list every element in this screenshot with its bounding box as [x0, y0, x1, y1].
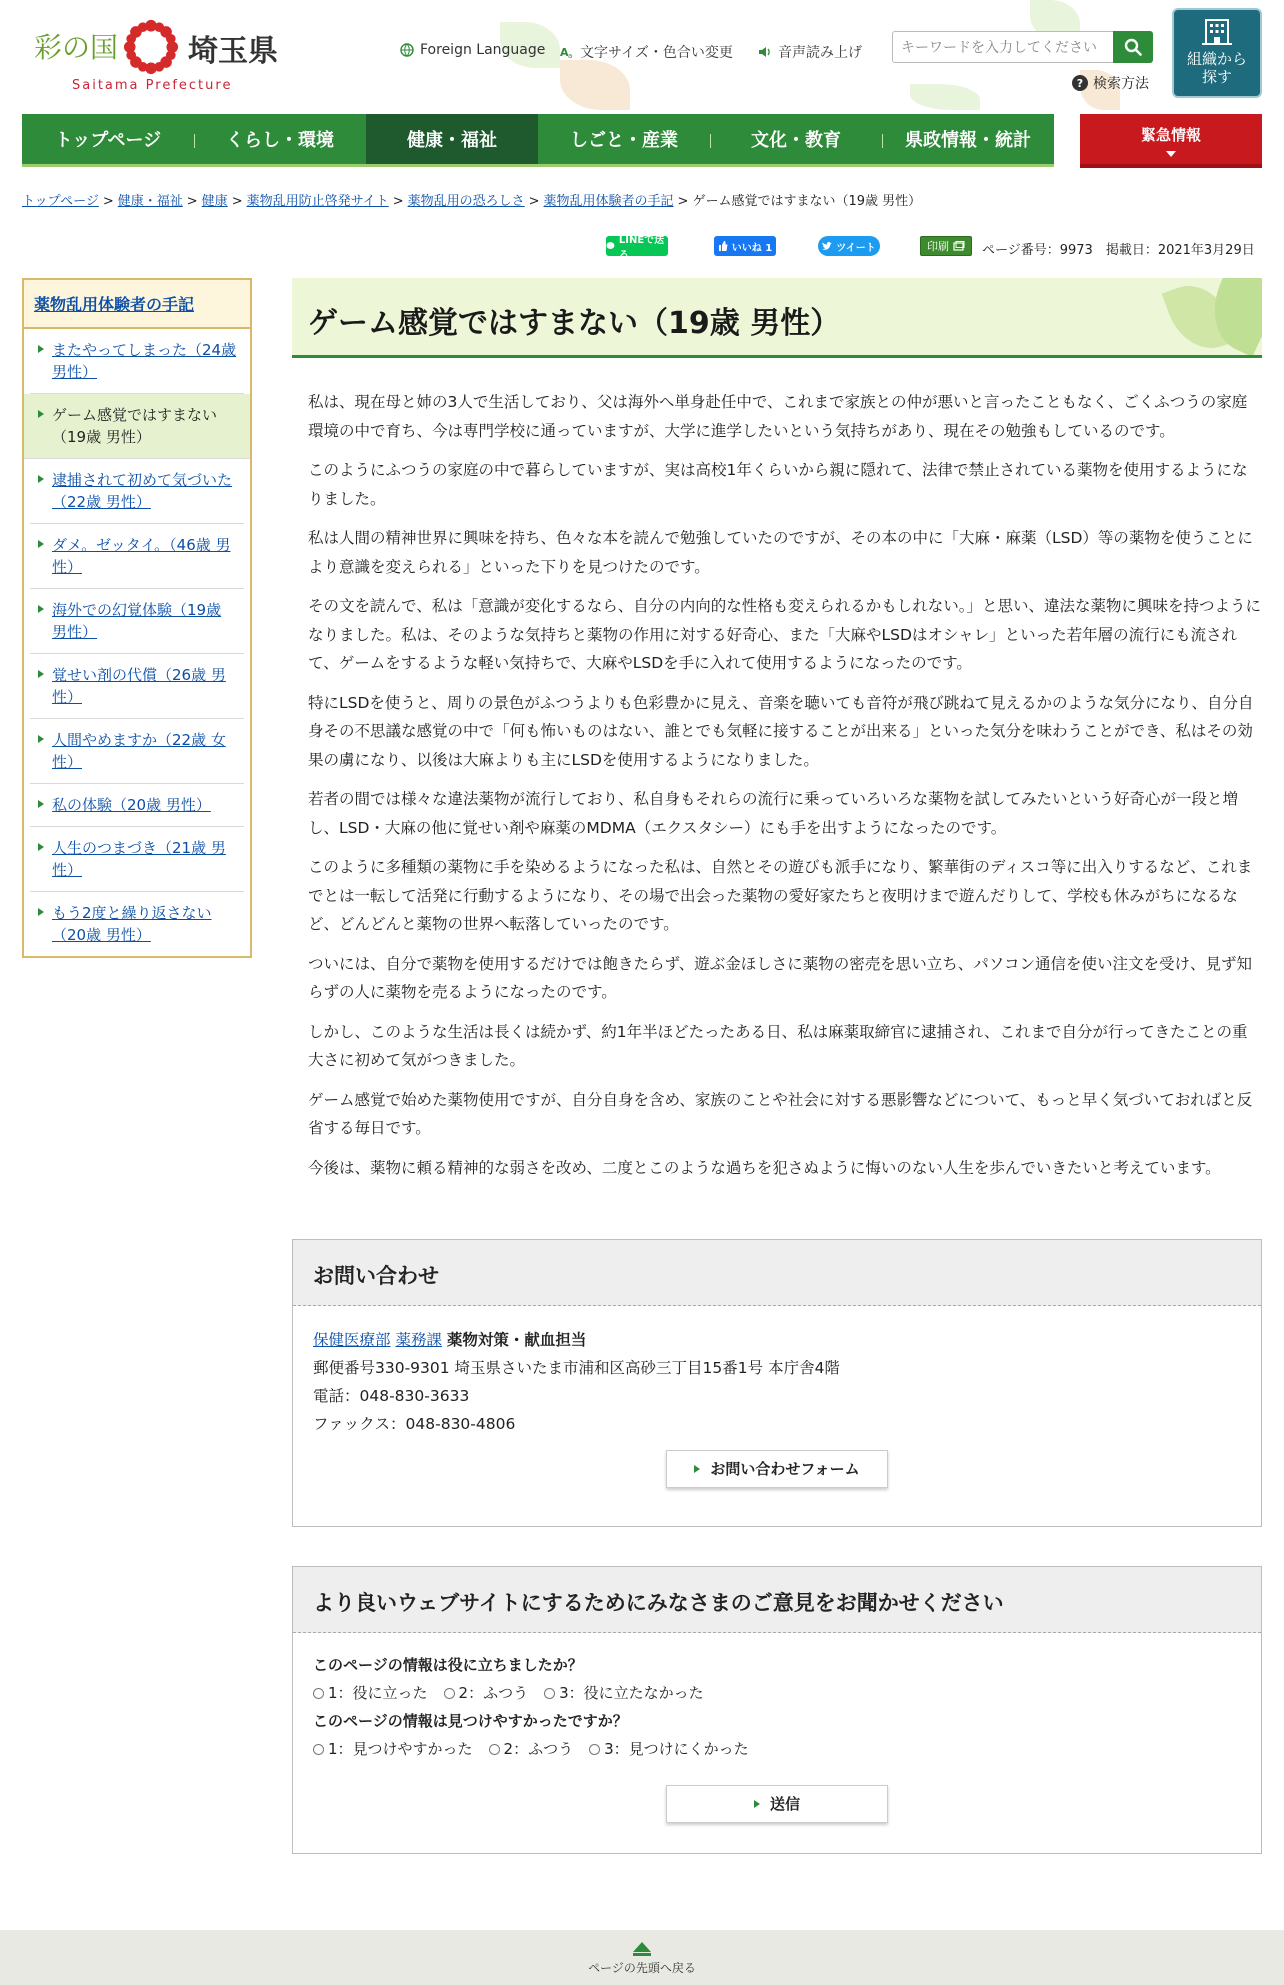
prefecture-emblem-icon: [122, 18, 180, 76]
radio-button[interactable]: [489, 1744, 500, 1755]
article-body: [308, 388, 1262, 1193]
voice-reading-label: 音声読み上げ: [778, 45, 862, 61]
foreign-language-link[interactable]: [400, 42, 545, 58]
feedback-submit-button[interactable]: [666, 1785, 888, 1823]
sidebar-item-label: ゲーム感覚ではすまない（19歳 男性）: [52, 406, 218, 446]
inquiry-box: [292, 1239, 1262, 1527]
feedback-title: より良いウェブサイトにするためにみなさまのご意見をお聞かせください: [293, 1567, 1261, 1633]
text-size-color-label: 文字サイズ・色合い変更: [580, 45, 733, 61]
building-icon: [1202, 18, 1232, 46]
article-paragraph: その文を読んで、私は「意識が変化するなら、自分の内向的な性格も変えられるかもしれない。」と思い、違法な薬物に興味を持つようになりました。私は、そのような気持ちと薬物の作用に対する好奇心、また「大麻やLSDはオシャレ」といった若年層の流行にも流されて、ゲームをするような軽い気持ちで、大麻やLSDを手に入れて使用するようになったのです。: [308, 597, 1261, 672]
sidebar-title-link[interactable]: 薬物乱用体験者の手記: [34, 295, 195, 314]
radio-label: 3：役に立たなかった: [559, 1684, 704, 1702]
line-share-label: LINEで送る: [618, 235, 665, 261]
breadcrumb-link[interactable]: 健康・福祉: [117, 194, 183, 209]
inquiry-title: お問い合わせ: [293, 1240, 1261, 1306]
breadcrumb-separator: >: [102, 194, 114, 209]
org-search-line2: 探す: [1201, 68, 1232, 86]
local-nav-sidebar: [22, 278, 252, 958]
sidebar-item: [30, 524, 244, 589]
breadcrumb-link[interactable]: 薬物乱用防止啓発サイト: [246, 194, 389, 209]
radio-button[interactable]: [313, 1744, 324, 1755]
leaf-decoration: [560, 60, 630, 110]
search-icon: [1124, 38, 1142, 56]
radio-option[interactable]: [444, 1679, 529, 1707]
sidebar-item-link[interactable]: ダメ。ゼッタイ。（46歳 男性）: [52, 536, 231, 576]
sidebar-item-link[interactable]: 私の体験（20歳 男性）: [52, 796, 211, 814]
twitter-bird-icon: [822, 241, 832, 251]
sidebar-item-link[interactable]: 人生のつまづき（21歳 男性）: [52, 839, 226, 879]
leaf-decoration: [910, 84, 980, 110]
window-icon: [953, 241, 965, 251]
sidebar-item: [30, 719, 244, 784]
breadcrumb-separator: >: [528, 194, 540, 209]
radio-label: 3：見つけにくかった: [604, 1740, 749, 1758]
twitter-share-label: ツイート: [836, 242, 876, 254]
breadcrumb-separator: >: [231, 194, 243, 209]
breadcrumb-link[interactable]: 健康: [201, 194, 228, 209]
global-nav: [22, 114, 1054, 167]
team-name: 薬物対策・献血担当: [446, 1331, 587, 1349]
radio-option[interactable]: [313, 1735, 473, 1763]
emergency-info-button[interactable]: [1080, 114, 1262, 168]
breadcrumb-separator: >: [677, 194, 689, 209]
voice-reading-link[interactable]: [758, 42, 862, 62]
article-paragraph: ついには、自分で薬物を使用するだけでは飽きたらず、遊ぶ金ほしさに薬物の密売を思い立ち、パソコン通信を使い注文を受け、見ず知らずの人に薬物を売るようになったのです。: [308, 954, 1252, 1001]
nav-item-top[interactable]: トップページ: [54, 130, 162, 151]
text-size-color-link[interactable]: [560, 42, 733, 62]
sidebar-title: [24, 280, 250, 329]
article-paragraph: ゲーム感覚で始めた薬物使用ですが、自分自身を含め、家族のことや社会に対する悪影響などについて、もっと早く気づいておればと反省する毎日です。: [308, 1090, 1253, 1137]
logo-sub-text: Saitama Prefecture: [72, 78, 233, 93]
inquiry-department-line: [313, 1326, 1241, 1354]
inquiry-body: [293, 1306, 1261, 1508]
question-icon: ?: [1072, 75, 1088, 91]
article-paragraph: 若者の間では様々な違法薬物が流行しており、私自身もそれらの流行に乗っていろいろな薬物を試してみたいという好奇心が一段と増し、LSD・大麻の他に覚せい剤や麻薬のMDMA（エクスタシー）にも手を出すようになったのです。: [308, 790, 1239, 837]
sidebar-item-link[interactable]: またやってしまった（24歳 男性）: [52, 341, 237, 381]
submit-label: 送信: [769, 1795, 800, 1813]
radio-button[interactable]: [589, 1744, 600, 1755]
radio-button[interactable]: [313, 1688, 324, 1699]
inquiry-form-label: お問い合わせフォーム: [710, 1460, 860, 1478]
nav-item-culture[interactable]: 文化・教育: [710, 114, 882, 164]
article-paragraph: しかし、このような生活は長くは続かず、約1年半ほどたったある日、私は麻薬取締官に逮捕され、これまで自分が行ってきたことの重大さに初めて気がつきました。: [308, 1022, 1248, 1069]
inquiry-form-button[interactable]: [666, 1450, 888, 1488]
breadcrumb-separator: >: [186, 194, 198, 209]
facebook-like-button[interactable]: [714, 236, 776, 256]
sidebar-item: [30, 892, 244, 956]
radio-button[interactable]: [444, 1688, 455, 1699]
section-link[interactable]: 薬務課: [395, 1331, 442, 1349]
line-icon: [606, 241, 615, 251]
inquiry-address: 郵便番号330-9301 埼玉県さいたま市浦和区高砂三丁目15番1号 本庁舎4階: [313, 1359, 840, 1377]
sidebar-item: [30, 329, 244, 394]
sidebar-item: [30, 589, 244, 654]
page-title-box: [292, 278, 1262, 358]
page-top-label: ページの先頭へ戻る: [588, 1961, 696, 1975]
inquiry-tel: 電話：048-830-3633: [313, 1387, 470, 1405]
breadcrumb: [22, 190, 1262, 209]
speaker-icon: [758, 45, 772, 59]
org-search-line1: 組織から: [1186, 50, 1247, 68]
globe-icon: [400, 43, 414, 57]
article-paragraph: このようにふつうの家庭の中で暮らしていますが、実は高校1年くらいから親に隠れて、法律で禁止されている薬物を使用するようになりました。: [308, 461, 1248, 508]
radio-label: 1：役に立った: [328, 1684, 428, 1702]
radio-label: 1：見つけやすかった: [328, 1740, 473, 1758]
sidebar-item: [30, 827, 244, 892]
facebook-like-label: いいね 1: [731, 242, 773, 254]
logo-main-text: 彩の国: [34, 31, 119, 64]
radio-option[interactable]: [589, 1735, 749, 1763]
chevron-down-icon: [1166, 151, 1176, 157]
page-number-date: ページ番号：9973 掲載日：2021年3月29日: [982, 243, 1255, 258]
feedback-form: [293, 1633, 1261, 1843]
breadcrumb-link[interactable]: 薬物乱用体験者の手記: [543, 194, 674, 209]
sidebar-item-link[interactable]: 覚せい剤の代償（26歳 男性）: [52, 666, 226, 706]
svg-text:a: a: [568, 52, 573, 59]
sidebar-item-current: [24, 394, 250, 459]
search-help-link[interactable]: [1072, 73, 1149, 93]
sidebar-item: [30, 784, 244, 827]
sidebar-item-link[interactable]: もう2度と繰り返さない（20歳 男性）: [52, 904, 212, 944]
sidebar-item-link[interactable]: 海外での幻覚体験（19歳 男性）: [52, 601, 222, 641]
radio-button[interactable]: [544, 1688, 555, 1699]
nav-item-government[interactable]: 県政情報・統計: [882, 114, 1054, 164]
search-input[interactable]: [892, 31, 1114, 63]
foreign-language-label: Foreign Language: [420, 42, 546, 58]
twitter-share-button[interactable]: [818, 236, 880, 256]
article-paragraph: 私は、現在母と姉の3人で生活しており、父は海外へ単身赴任中で、これまで家族との仲が悪いと言ったこともなく、ごくふつうの家庭環境の中で育ち、今は専門学校に通っていますが、大学に進学したいという気持ちがあり、現在その勉強もしているのです。: [308, 393, 1248, 440]
thumbs-up-icon: [718, 241, 728, 251]
radio-option[interactable]: [544, 1679, 704, 1707]
article-paragraph: 今後は、薬物に頼る精神的な弱さを改め、二度とこのような過ちを犯さぬように悔いのない人生を歩んでいきたいと考えています。: [308, 1158, 1221, 1177]
triangle-right-icon: [754, 1800, 760, 1808]
radio-option[interactable]: [313, 1679, 428, 1707]
sidebar-item-link[interactable]: 人間やめますか（22歳 女性）: [52, 731, 226, 771]
emergency-label: 緊急情報: [1140, 126, 1201, 144]
radio-label: 2：ふつう: [458, 1684, 529, 1702]
radio-option[interactable]: [489, 1735, 574, 1763]
feedback-box: [292, 1566, 1262, 1854]
search-help-label: 検索方法: [1093, 76, 1149, 92]
article-paragraph: 私は人間の精神世界に興味を持ち、色々な本を読んで勉強していたのですが、その本の中に「大麻・麻薬（LSD）等の薬物を使うことにより意識を変えられる」といった下りを見つけたのです。: [308, 529, 1253, 576]
feedback-question-2: このページの情報は見つけやすかったですか？: [313, 1712, 628, 1730]
article-paragraph: 特にLSDを使うと、周りの景色がふつうよりも色彩豊かに見え、音楽を聴いても音符が飛び跳ねて見えるかのような気分になり、自分自身その不思議な感覚の中で「何も怖いものはない、誰とでも気軽に接することが出来る」といった気分を味わうことができ、私はその効果の虜になり、以後は大麻よりも主にLSDを使用するようになりました。: [308, 693, 1254, 769]
breadcrumb-separator: >: [392, 194, 404, 209]
text-size-icon: [560, 45, 574, 59]
breadcrumb-link[interactable]: トップページ: [22, 194, 99, 209]
feedback-question-1: このページの情報は役に立ちましたか？: [313, 1656, 583, 1674]
sidebar-item-link[interactable]: 逮捕されて初めて気づいた（22歳 男性）: [52, 471, 233, 511]
page-top-link[interactable]: [580, 1942, 704, 1976]
feedback-options-1: [313, 1679, 1241, 1707]
search-button[interactable]: [1113, 31, 1153, 63]
triangle-right-icon: [694, 1465, 700, 1473]
inquiry-fax: ファックス：048-830-4806: [313, 1415, 516, 1433]
site-header: [0, 0, 1284, 110]
nav-item-work[interactable]: しごと・産業: [570, 130, 678, 151]
svg-text:A: A: [560, 46, 569, 59]
breadcrumb-current: ゲーム感覚ではすまない（19歳 男性）: [692, 194, 922, 209]
print-label: 印刷: [927, 240, 949, 253]
line-share-button[interactable]: [606, 235, 668, 261]
nav-item-living[interactable]: くらし・環境: [194, 114, 366, 164]
sidebar-item: [30, 654, 244, 719]
nav-item-health[interactable]: 健康・福祉: [366, 114, 538, 164]
feedback-options-2: [313, 1735, 1241, 1763]
radio-label: 2：ふつう: [503, 1740, 574, 1758]
breadcrumb-link[interactable]: 薬物乱用の恐ろしさ: [407, 194, 525, 209]
article-paragraph: このように多種類の薬物に手を染めるようになった私は、自然とその遊びも派手になり、繁華街のディスコ等に出入りするなど、これまでとは一転して活発に行動するようになり、その場で出会った薬物の愛好家たちと夜明けまで遊んだりして、学校も休みがちになるなど、どんどんと薬物の世界へ転落していったのです。: [308, 858, 1253, 933]
site-logo[interactable]: [32, 16, 292, 96]
org-search-button[interactable]: [1172, 8, 1262, 98]
page-title: ゲーム感覚ではすまない（19歳 男性）: [308, 306, 841, 341]
sidebar-item: [30, 459, 244, 524]
logo-prefecture-text: 埼玉県: [188, 34, 278, 69]
arrow-up-icon: [633, 1942, 651, 1956]
department-link[interactable]: 保健医療部: [313, 1331, 391, 1349]
print-button[interactable]: [920, 236, 972, 256]
